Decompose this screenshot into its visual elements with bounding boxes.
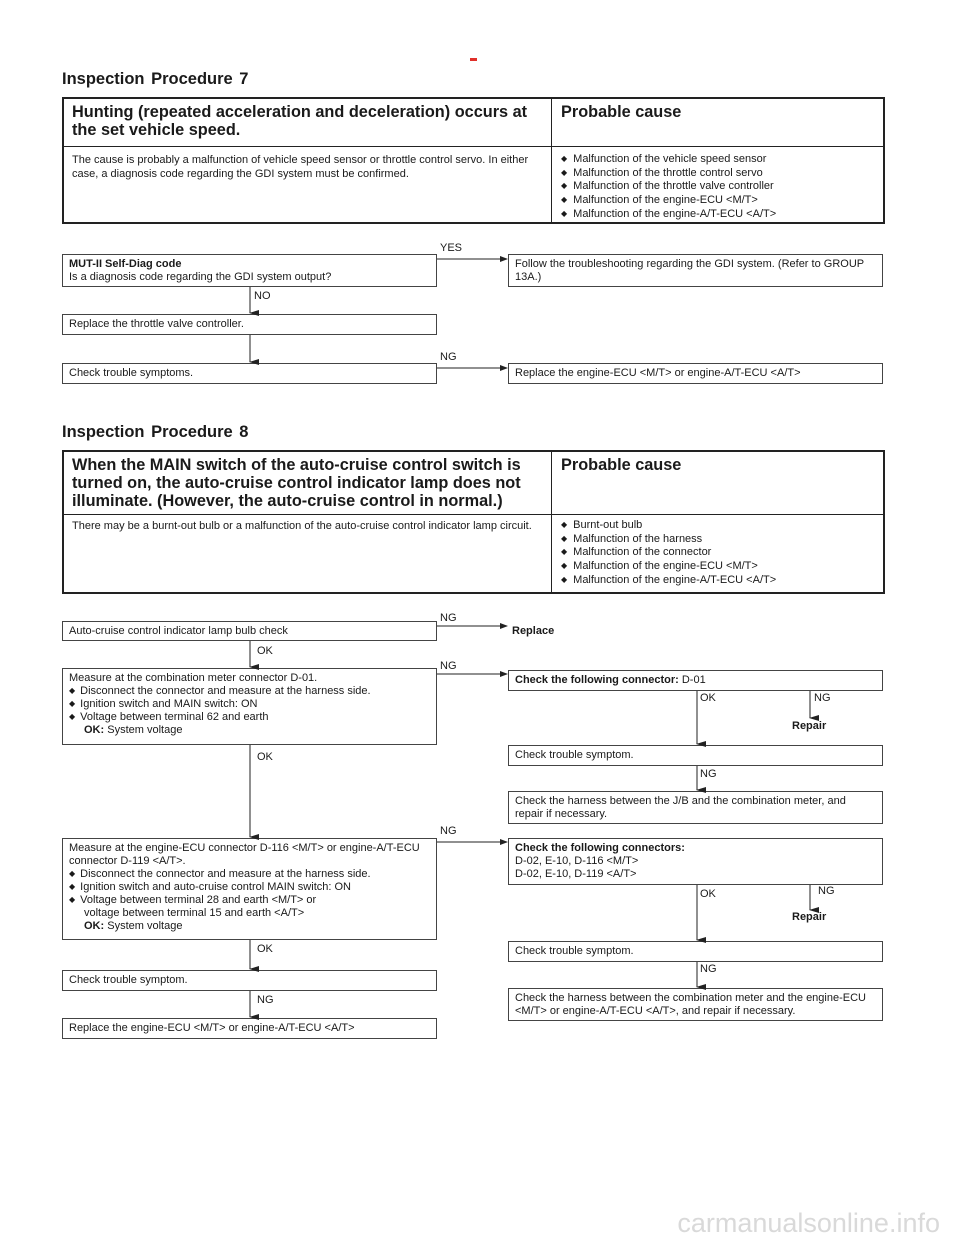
mut-title: MUT-II Self-Diag code [69, 258, 182, 270]
ok-criteria-label: OK: [84, 724, 105, 736]
connectors-mt: D-02, E-10, D-116 <M/T> [515, 855, 639, 867]
check-symptoms-box: Check trouble symptoms. [62, 363, 437, 384]
ng-label: NG [440, 351, 457, 363]
ng-label: NG [814, 692, 831, 704]
check-connector-label: Check the following connector: [515, 674, 679, 686]
cause-item: ◆ Malfunction of the engine-A/T-ECU <A/T> [561, 208, 776, 222]
ng-label: NG [257, 994, 274, 1006]
mut-question: Is a diagnosis code regarding the GDI system output? [69, 271, 332, 283]
ng-label: NG [440, 660, 457, 672]
meter-bullet: ◆ Disconnect the connector and measure at the harness side. [69, 685, 430, 698]
cause-item: ◆ Malfunction of the throttle control servo [561, 167, 776, 181]
replace-throttle-box: Replace the throttle valve controller. [62, 314, 437, 335]
check-symptom-left-box: Check trouble symptom. [62, 970, 437, 991]
repair-result: Repair [792, 720, 827, 732]
final-replace-ecu-box: Replace the engine-ECU <M/T> or engine-A/T-ECU <A/T> [62, 1018, 437, 1039]
meter-measure-title: Measure at the combination meter connector D-01. [69, 672, 318, 684]
replace-ecu-box: Replace the engine-ECU <M/T> or engine-A/T-ECU <A/T> [508, 363, 883, 384]
yes-label: YES [440, 242, 463, 254]
meter-bullet: ◆ Voltage between terminal 62 and earth [69, 711, 430, 724]
repair-result: Repair [792, 911, 827, 923]
ecu-measure-title: Measure at the engine-ECU connector D-116 <M/T> or engine-A/T-ECU connector D-119 <A/T>. [69, 842, 420, 867]
ng-label: NG [700, 963, 717, 975]
probable-cause-header: Probable cause [561, 456, 682, 474]
cause-item: ◆ Malfunction of the engine-ECU <M/T> [561, 194, 776, 208]
ng-label: NG [440, 825, 457, 837]
ok-criteria-label: OK: [84, 920, 105, 932]
ok-label: OK [700, 888, 716, 900]
meter-bullet: ◆ Ignition switch and MAIN switch: ON [69, 698, 430, 711]
cause-item: ◆ Burnt-out bulb [561, 519, 776, 533]
check-symptom-box: Check trouble symptom. [508, 941, 883, 962]
connectors-at: D-02, E-10, D-119 <A/T> [515, 868, 637, 880]
ng-label: NG [440, 612, 457, 624]
ecu-bullet-cont: voltage between terminal 15 and earth <A/T> [84, 907, 305, 919]
symptom-text: When the MAIN switch of the auto-cruise control switch is turned on, the auto-cruise control indicator lamp does not illuminate. (However, the auto-cruise control in normal.) [72, 456, 521, 510]
ok-criteria-value: System voltage [107, 920, 183, 932]
cause-item: ◆ Malfunction of the engine-A/T-ECU <A/T> [561, 574, 776, 588]
replace-result: Replace [512, 625, 555, 637]
cause-item: ◆ Malfunction of the throttle valve controller [561, 180, 776, 194]
check-connector-value: D-01 [681, 674, 706, 686]
check-connectors-label: Check the following connectors: [515, 842, 685, 854]
cause-item: ◆ Malfunction of the vehicle speed sensor [561, 153, 776, 167]
no-label: NO [254, 290, 271, 302]
cause-item: ◆ Malfunction of the engine-ECU <M/T> [561, 560, 776, 574]
ok-label: OK [257, 751, 273, 763]
cause-item: ◆ Malfunction of the harness [561, 533, 776, 547]
watermark: carmanualsonline.info [677, 1208, 940, 1238]
ecu-bullet: ◆ Ignition switch and auto-cruise control MAIN switch: ON [69, 881, 430, 894]
check-symptom-box: Check trouble symptom. [508, 745, 883, 766]
ok-label: OK [700, 692, 716, 704]
symptom-text: Hunting (repeated acceleration and deceleration) occurs at the set vehicle speed. [72, 103, 528, 139]
procedure-7-title: Inspection Procedure 7 [62, 70, 249, 88]
probable-cause-header: Probable cause [561, 103, 682, 121]
ok-label: OK [257, 645, 273, 657]
gdi-troubleshoot-box: Follow the troubleshooting regarding the GDI system. (Refer to GROUP 13A.) [508, 254, 883, 287]
ok-label: OK [257, 943, 273, 955]
ng-label: NG [818, 885, 835, 897]
cause-description: There may be a burnt-out bulb or a malfunction of the auto-cruise control indicator lamp circuit. [72, 520, 532, 532]
ecu-bullet: ◆ Voltage between terminal 28 and earth <M/T> or [69, 894, 430, 907]
ecu-bullet: ◆ Disconnect the connector and measure at the harness side. [69, 868, 430, 881]
bulb-check-box: Auto-cruise control indicator lamp bulb check [62, 621, 437, 641]
check-harness-ecu-box: Check the harness between the combination meter and the engine-ECU <M/T> or engine-A/T-ECU <A/T>, and repair if necessary. [508, 988, 883, 1021]
ng-label: NG [700, 768, 717, 780]
cause-description: The cause is probably a malfunction of vehicle speed sensor or throttle control servo. In either case, a diagnosis code regarding the GDI system must be confirmed. [72, 154, 529, 180]
procedure-8-title: Inspection Procedure 8 [62, 423, 249, 441]
cause-item: ◆ Malfunction of the connector [561, 546, 776, 560]
ok-criteria-value: System voltage [107, 724, 183, 736]
check-harness-jb-box: Check the harness between the J/B and the combination meter, and repair if necessary. [508, 791, 883, 824]
